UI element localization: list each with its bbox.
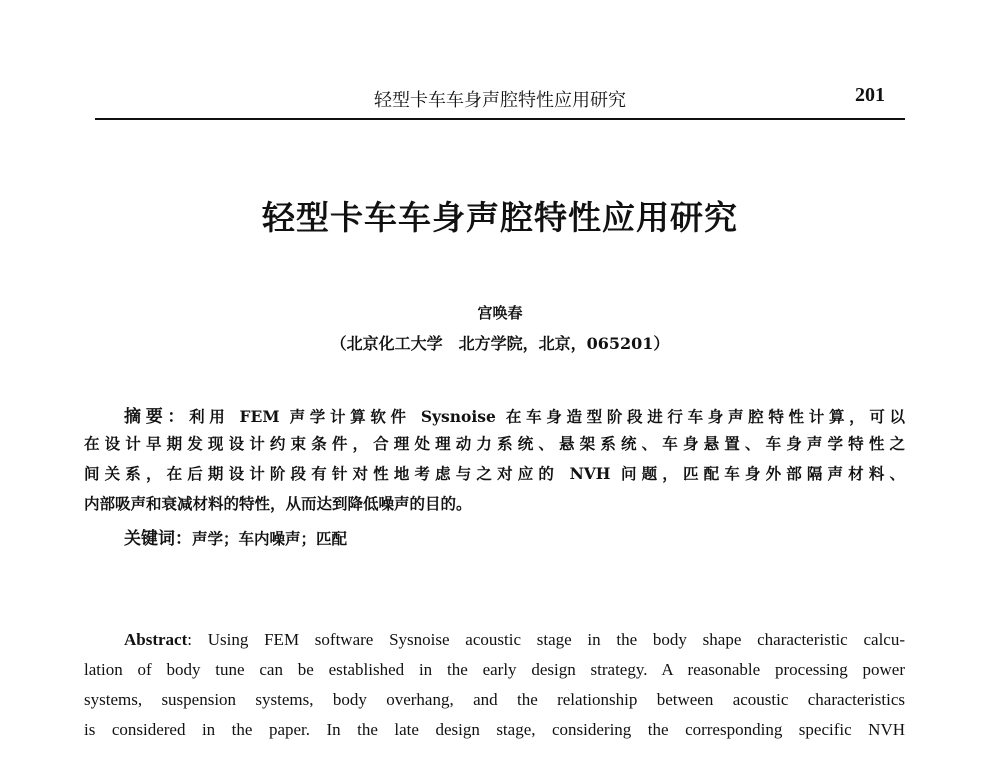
affiliation: （北京化工大学 北方学院，北京，065201） — [330, 334, 670, 353]
keywords-cn — [84, 524, 905, 549]
abstract-en-line: Abstract: Using FEM software Sysnoise acoustic stage in the body shape characteristic calcu- — [124, 630, 905, 649]
running-head-title: 轻型卡车车身声腔特性应用研究 — [374, 90, 626, 111]
author: 宫唤春 — [477, 304, 523, 322]
abstract-cn-line: 摘要：利用 FEM 声学计算软件 Sysnoise 在车身造型阶段进行车身声腔特性计算，可以 — [124, 407, 906, 427]
paper-title: 轻型卡车车身声腔特性应用研究 — [262, 198, 738, 237]
keywords-value: 声学；车内噪声；匹配 — [192, 529, 348, 548]
page-number: 201 — [855, 84, 885, 106]
abstract-cn-label: 摘要： — [124, 407, 190, 427]
abstract-en-line: lation of body tune can be established in the early design strategy. A reasonable processing power — [84, 660, 905, 679]
abstract-en-line: is considered in the paper. In the late design stage, considering the corresponding specific NVH — [84, 720, 905, 739]
abstract-cn-line: 内部吸声和衰减材料的特性，从而达到降低噪声的目的。 — [84, 494, 472, 513]
abstract-cn-line: 在设计早期发现设计约束条件，合理处理动力系统、悬架系统、车身悬置、车身声学特性之 — [84, 434, 905, 453]
running-head — [95, 86, 905, 120]
abstract-en-line: systems, suspension systems, body overhang, and the relationship between acoustic characteristics — [84, 690, 905, 709]
abstract-en-label: Abstract — [124, 630, 188, 649]
keywords-label: 关键词： — [124, 529, 192, 549]
abstract-cn-line: 间关系，在后期设计阶段有针对性地考虑与之对应的 NVH 问题，匹配车身外部隔声材料、 — [84, 464, 905, 483]
